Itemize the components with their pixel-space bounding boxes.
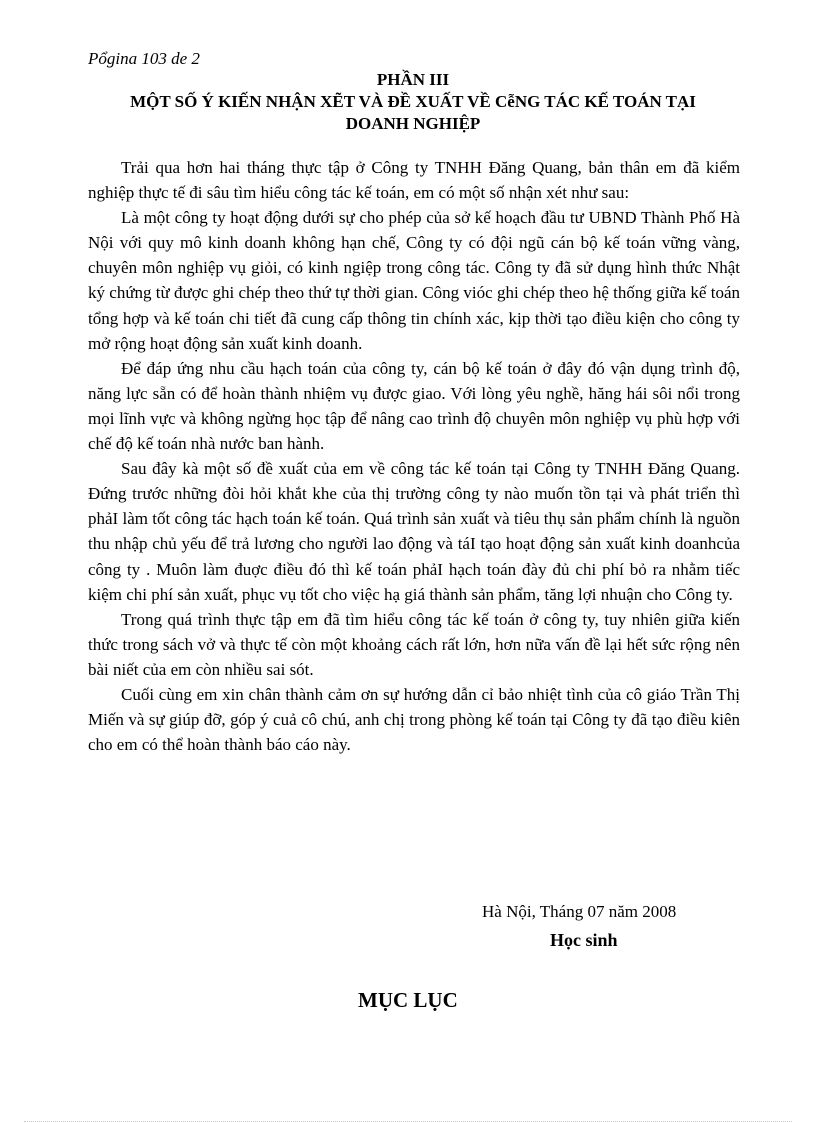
paragraph-intro: Trải qua hơn hai tháng thực tập ở Công ty TNHH Đăng Quang, bản thân em đã kiểm nghiệp thực tế đi sâu tìm hiểu công tác kế toán, em có một số nhận xét như sau: xyxy=(88,158,740,203)
place-date-line: Hà Nội, Tháng 07 năm 2008 xyxy=(482,902,677,921)
paragraph-acknowledgement: Cuối cùng em xin chân thành cảm ơn sự hướng dẫn cỉ bảo nhiệt tình của cô giáo Trần Thị Miến và sự giúp đỡ, góp ý cuả cô chú, anh chị trong phòng kế toán tại Công ty đã tạo điều kiên cho em có thể hoàn thành báo cáo này. xyxy=(88,684,740,755)
section-title-line-2: DOANH NGHIỆP xyxy=(345,114,481,133)
paragraph-staff-competence: Để đáp ứng nhu cầu hạch toán của công ty, cán bộ kế toán ở đây đó vận dụng trình độ, năng lực sẵn có để hoàn thành nhiệm vụ được giao. Với lòng yêu nghề, hăng hái sôi nổi trong mọi lĩnh vực và không ngừng học tập để nâng cao trình độ chuyên môn nghiệp vụ phù hợp với chế độ kế toán nhà nước ban hành. xyxy=(88,358,740,454)
table-of-contents-title: MỤC LỤC xyxy=(358,988,458,1012)
paragraph-company-overview: Là một công ty hoạt động dưới sự cho phép của sở kế hoạch đầu tư UBND Thành Phố Hà Nội với quy mô kinh doanh không hạn chế, Công ty có đội ngũ cán bộ kế toán vững vàng, chuyên môn nghiệp vụ giỏi, có kinh ngiệp trong công tác. Công ty đã sử dụng hình thức Nhật ký chứng từ được ghi chép theo thứ tự thời gian. Công vióc ghi chép theo hệ thống giữa kế toán tổng hợp và kế toán chi tiết đã cung cấp thông tin chính xác, kịp thời tạo điều kiện cho công ty mở rộng hoạt động sản xuất kinh doanh. xyxy=(88,208,740,353)
paragraph-limitations: Trong quá trình thực tập em đã tìm hiểu công tác kế toán ở công ty, tuy nhiên giữa kiến thức trong sách vở và thực tế còn một khoảng cách rất lớn, hơn nữa vấn đề lại hết sức rộng nên bài niết của em còn nhiều sai sót. xyxy=(88,609,740,679)
page-break-divider xyxy=(24,1121,792,1122)
section-title-line-1: MỘT SỐ Ý KIẾN NHẬN XẼT VÀ ĐỀ XUẤT VỀ CễNG TÁC KẾ TOÁN TẠI xyxy=(130,92,696,111)
paragraph-proposals: Sau đây kà một số đề xuất của em về công tác kế toán tại Công ty TNHH Đăng Quang. Đứng trước những đòi hỏi khắt khe của thị trường công ty nào muốn tồn tại và phát triển thì phảI làm tốt công tác hạch toán kế toán. Quá trình sản xuất và tiêu thụ sản phẩm chính là nguồn thu nhập chủ yếu để trả lương cho người lao động và táI tạo hoạt động sản xuất kinh doanhcủa công ty . Muôn làm đuợc điều đó thì kế toán phảI hạch toán đày đủ chi phí bỏ ra nhằm tiếc kiệm chi phí sản xuất, phục vụ tốt cho việc hạ giá thành sản phẩm, tăng lợi nhuận cho Công ty. xyxy=(88,459,740,604)
signer-title: Học sinh xyxy=(550,930,618,950)
part-title: PHẦN III xyxy=(376,70,450,89)
page-number-label: Pổgina 103 de 2 xyxy=(88,49,200,68)
body-text xyxy=(88,155,740,757)
